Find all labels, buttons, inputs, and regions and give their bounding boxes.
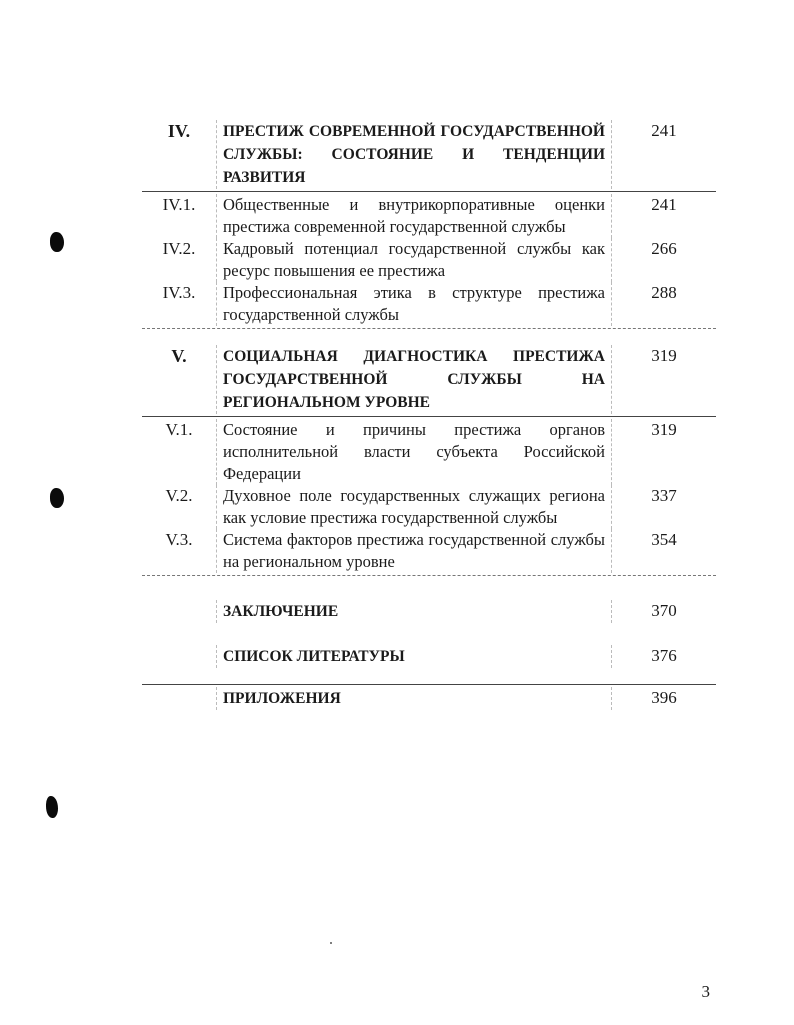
toc-subsection	[142, 238, 716, 282]
subsection-number: V.3.	[165, 530, 193, 549]
toc-subsection	[142, 419, 716, 485]
punch-hole-mark	[50, 488, 64, 508]
toc-subsection	[142, 485, 716, 529]
divider	[142, 416, 716, 417]
section-title: СОЦИАЛЬНАЯ ДИАГНОСТИКА ПРЕСТИЖА ГОСУДАРСТВЕННОЙ СЛУЖБЫ НА РЕГИОНАЛЬНОМ УРОВНЕ	[216, 345, 612, 414]
closing-page: 370	[651, 601, 677, 620]
subsection-page: 337	[651, 486, 677, 505]
toc-section-heading	[142, 345, 716, 414]
subsection-title: Духовное поле государственных служащих региона как условие престижа государственной службы	[216, 485, 612, 529]
toc-closing-entry	[142, 687, 716, 710]
subsection-number: IV.2.	[162, 239, 196, 258]
subsection-number: V.2.	[165, 486, 193, 505]
divider	[142, 328, 716, 329]
divider	[142, 191, 716, 192]
section-title: ПРЕСТИЖ СОВРЕМЕННОЙ ГОСУДАРСТВЕННОЙ СЛУЖБЫ: СОСТОЯНИЕ И ТЕНДЕНЦИИ РАЗВИТИЯ	[216, 120, 612, 189]
toc-closing-entry	[142, 600, 716, 623]
toc-subsection	[142, 194, 716, 238]
subsection-title: Система факторов престижа государственной службы на региональном уровне	[216, 529, 612, 573]
subsection-number: V.1.	[165, 420, 193, 439]
subsection-title: Кадровый потенциал государственной службы как ресурс повышения ее престижа	[216, 238, 612, 282]
toc-section-heading	[142, 120, 716, 189]
closing-title: СПИСОК ЛИТЕРАТУРЫ	[216, 645, 612, 668]
divider	[142, 684, 716, 685]
subsection-page: 319	[651, 420, 677, 439]
section-number: V.	[171, 346, 187, 366]
toc-closing-entry	[142, 645, 716, 668]
subsection-page: 241	[651, 195, 677, 214]
divider	[142, 575, 716, 576]
punch-hole-mark	[50, 232, 64, 252]
section-page: 319	[651, 346, 677, 365]
subsection-page: 354	[651, 530, 677, 549]
page-number: 3	[701, 982, 710, 1001]
subsection-number: IV.1.	[162, 195, 196, 214]
closing-title: ЗАКЛЮЧЕНИЕ	[216, 600, 612, 623]
subsection-page: 288	[651, 283, 677, 302]
toc-subsection	[142, 282, 716, 326]
punch-hole-mark	[46, 796, 58, 818]
subsection-page: 266	[651, 239, 677, 258]
closing-title: ПРИЛОЖЕНИЯ	[216, 687, 612, 710]
section-number: IV.	[167, 121, 191, 141]
subsection-title: Профессиональная этика в структуре престижа государственной службы	[216, 282, 612, 326]
section-page: 241	[651, 121, 677, 140]
subsection-title: Состояние и причины престижа органов исполнительной власти субъекта Российской Федерации	[216, 419, 612, 485]
toc-subsection	[142, 529, 716, 573]
subsection-number: IV.3.	[162, 283, 196, 302]
subsection-title: Общественные и внутрикорпоративные оценки престижа современной государственной службы	[216, 194, 612, 238]
table-of-contents	[142, 120, 716, 710]
closing-page: 396	[651, 688, 677, 707]
closing-page: 376	[651, 646, 677, 665]
scan-speck	[330, 942, 332, 944]
